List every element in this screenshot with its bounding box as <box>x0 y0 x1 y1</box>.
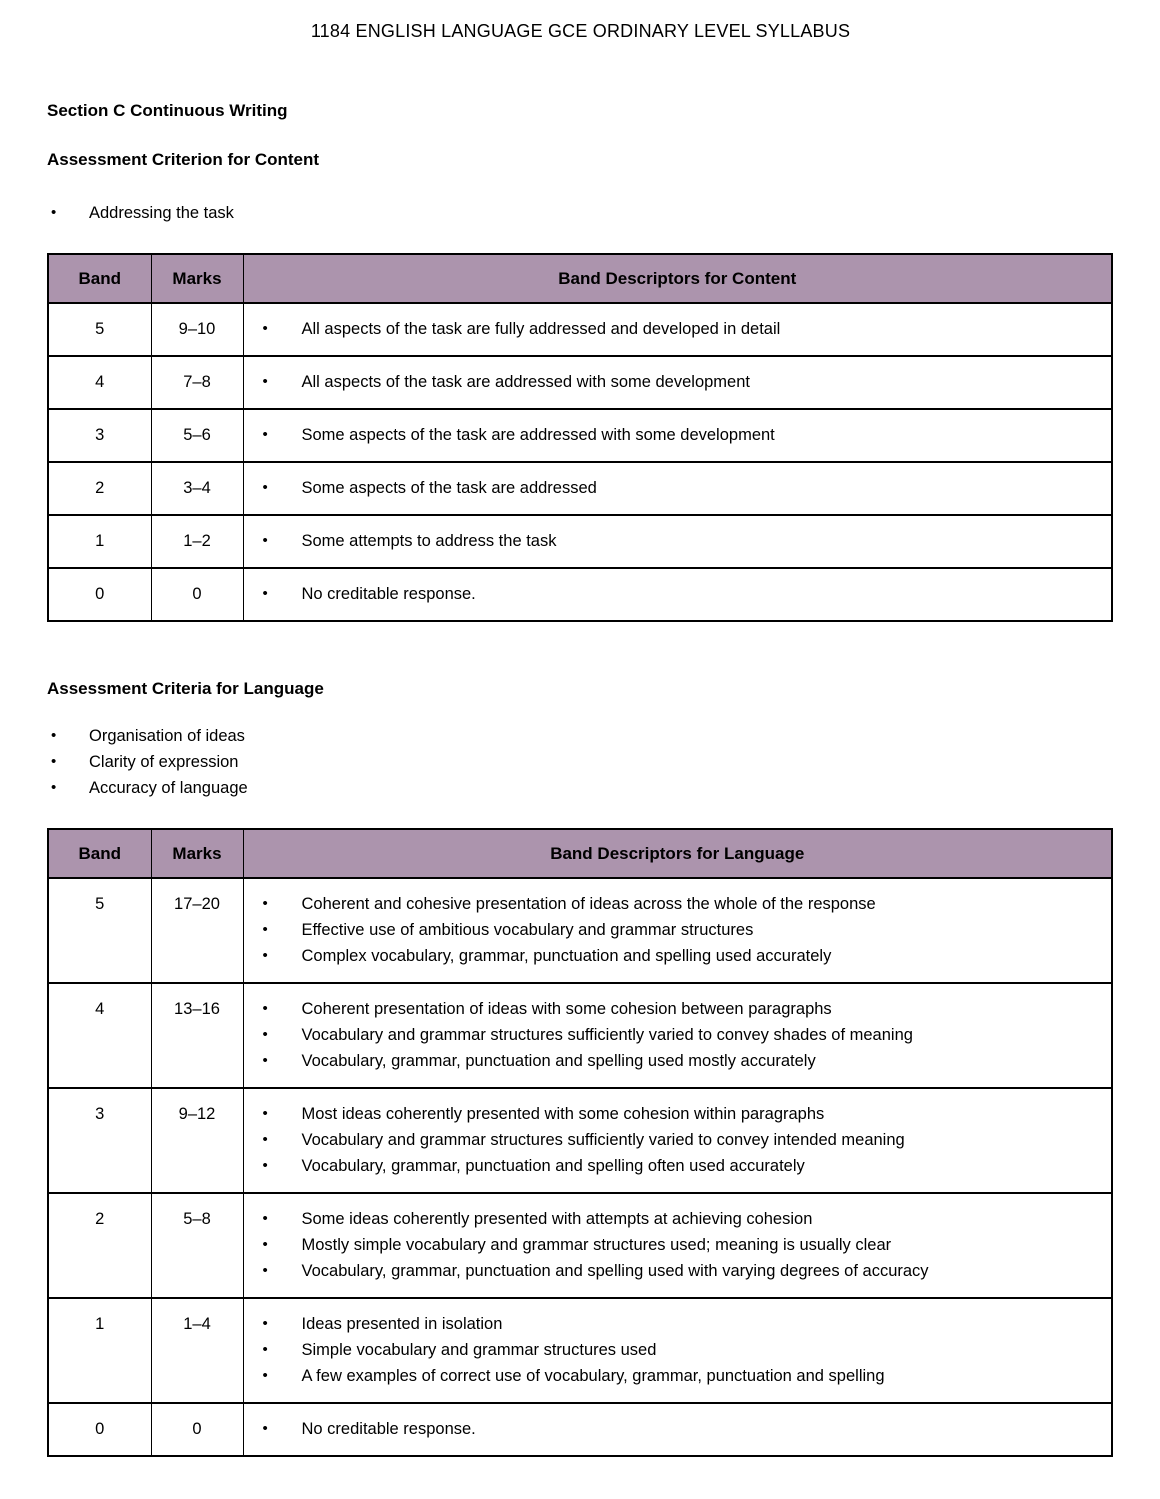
content-criterion-heading: Assessment Criterion for Content <box>47 150 320 169</box>
bullet-icon: • <box>262 373 268 390</box>
descriptor-text: Most ideas coherently presented with some cohesion within paragraphs <box>301 1105 825 1123</box>
descriptor-item <box>260 1363 1102 1389</box>
bullet-icon: • <box>262 1262 268 1279</box>
descriptor-text: Some aspects of the task are addressed <box>301 479 597 497</box>
descriptor-item <box>260 1127 1102 1153</box>
bullet-icon: • <box>51 753 57 770</box>
descriptors-cell <box>243 1403 1112 1456</box>
descriptor-text: Coherent and cohesive presentation of ideas across the whole of the response <box>301 895 876 913</box>
band-row <box>48 1298 1112 1403</box>
band-row <box>48 409 1112 462</box>
descriptors-column-header: Band Descriptors for Language <box>243 829 1112 878</box>
descriptor-item <box>260 1048 1102 1074</box>
bullet-icon: • <box>262 1367 268 1384</box>
descriptor-item <box>260 917 1102 943</box>
descriptor-text: Effective use of ambitious vocabulary and grammar structures <box>301 921 754 939</box>
descriptors-cell <box>243 409 1112 462</box>
descriptors-cell <box>243 878 1112 983</box>
marks-value: 3–4 <box>151 462 243 515</box>
bullet-icon: • <box>262 1315 268 1332</box>
descriptor-item <box>260 1311 1102 1337</box>
descriptors-cell <box>243 1298 1112 1403</box>
descriptor-text: All aspects of the task are fully addressed and developed in detail <box>301 320 781 338</box>
band-row <box>48 356 1112 409</box>
language-band-table <box>47 828 1113 1457</box>
marks-value: 13–16 <box>151 983 243 1088</box>
band-value: 0 <box>48 568 151 621</box>
descriptor-text: Vocabulary and grammar structures sufficiently varied to convey intended meaning <box>301 1131 905 1149</box>
list-item <box>47 775 1114 801</box>
list-item-text: Accuracy of language <box>89 779 248 797</box>
bullet-icon: • <box>51 779 57 796</box>
descriptors-cell <box>243 568 1112 621</box>
descriptor-text: No creditable response. <box>301 1420 476 1438</box>
band-value: 2 <box>48 1193 151 1298</box>
descriptor-text: All aspects of the task are addressed with some development <box>301 373 750 391</box>
bullet-icon: • <box>51 204 57 221</box>
descriptors-cell <box>243 356 1112 409</box>
descriptors-cell <box>243 1193 1112 1298</box>
descriptor-text: Vocabulary, grammar, punctuation and spelling often used accurately <box>301 1157 805 1175</box>
marks-value: 1–2 <box>151 515 243 568</box>
descriptor-item <box>260 1337 1102 1363</box>
list-item-text: Clarity of expression <box>89 753 239 771</box>
bullet-icon: • <box>262 921 268 938</box>
marks-value: 5–8 <box>151 1193 243 1298</box>
descriptor-item <box>260 1206 1102 1232</box>
band-value: 1 <box>48 1298 151 1403</box>
descriptor-text: Complex vocabulary, grammar, punctuation and spelling used accurately <box>301 947 832 965</box>
bullet-icon: • <box>51 727 57 744</box>
bullet-icon: • <box>262 479 268 496</box>
table-header-row <box>48 254 1112 303</box>
descriptors-cell <box>243 1088 1112 1193</box>
band-value: 3 <box>48 1088 151 1193</box>
band-row <box>48 1088 1112 1193</box>
descriptor-item <box>260 1101 1102 1127</box>
band-row <box>48 462 1112 515</box>
band-row <box>48 303 1112 356</box>
descriptor-item <box>260 422 1102 448</box>
descriptor-text: Some attempts to address the task <box>301 532 557 550</box>
descriptor-text: A few examples of correct use of vocabulary, grammar, punctuation and spelling <box>301 1367 885 1385</box>
band-row <box>48 1193 1112 1298</box>
marks-value: 17–20 <box>151 878 243 983</box>
descriptor-text: Mostly simple vocabulary and grammar structures used; meaning is usually clear <box>301 1236 892 1254</box>
band-row <box>48 515 1112 568</box>
band-value: 5 <box>48 303 151 356</box>
marks-column-header: Marks <box>151 254 243 303</box>
band-column-header: Band <box>48 254 151 303</box>
bullet-icon: • <box>262 1236 268 1253</box>
band-value: 0 <box>48 1403 151 1456</box>
marks-column-header: Marks <box>151 829 243 878</box>
band-row <box>48 878 1112 983</box>
descriptor-item <box>260 581 1102 607</box>
descriptor-text: Vocabulary, grammar, punctuation and spelling used mostly accurately <box>301 1052 816 1070</box>
descriptor-text: No creditable response. <box>301 585 476 603</box>
descriptor-text: Coherent presentation of ideas with some cohesion between paragraphs <box>301 1000 832 1018</box>
marks-value: 9–10 <box>151 303 243 356</box>
descriptor-item <box>260 369 1102 395</box>
band-column-header: Band <box>48 829 151 878</box>
descriptor-text: Vocabulary and grammar structures sufficiently varied to convey shades of meaning <box>301 1026 913 1044</box>
descriptor-item <box>260 891 1102 917</box>
descriptor-item <box>260 316 1102 342</box>
bullet-icon: • <box>262 1000 268 1017</box>
list-item <box>47 723 1114 749</box>
marks-value: 0 <box>151 1403 243 1456</box>
descriptor-item <box>260 528 1102 554</box>
descriptor-text: Some ideas coherently presented with attempts at achieving cohesion <box>301 1210 813 1228</box>
descriptors-cell <box>243 515 1112 568</box>
descriptor-item <box>260 1416 1102 1442</box>
band-row <box>48 983 1112 1088</box>
descriptor-item <box>260 943 1102 969</box>
descriptor-text: Ideas presented in isolation <box>301 1315 503 1333</box>
content-criterion-list <box>47 200 1114 226</box>
descriptor-text: Vocabulary, grammar, punctuation and spelling used with varying degrees of accuracy <box>301 1262 929 1280</box>
marks-value: 1–4 <box>151 1298 243 1403</box>
list-item-text: Addressing the task <box>89 204 234 222</box>
bullet-icon: • <box>262 1105 268 1122</box>
band-value: 2 <box>48 462 151 515</box>
band-row <box>48 1403 1112 1456</box>
descriptors-cell <box>243 462 1112 515</box>
bullet-icon: • <box>262 532 268 549</box>
marks-value: 0 <box>151 568 243 621</box>
content-band-table <box>47 253 1113 622</box>
band-row <box>48 568 1112 621</box>
bullet-icon: • <box>262 1131 268 1148</box>
list-item <box>47 749 1114 775</box>
bullet-icon: • <box>262 1210 268 1227</box>
band-value: 1 <box>48 515 151 568</box>
bullet-icon: • <box>262 1052 268 1069</box>
bullet-icon: • <box>262 585 268 602</box>
bullet-icon: • <box>262 1341 268 1358</box>
descriptor-item <box>260 1153 1102 1179</box>
bullet-icon: • <box>262 1157 268 1174</box>
table-header-row <box>48 829 1112 878</box>
band-value: 4 <box>48 983 151 1088</box>
descriptors-column-header: Band Descriptors for Content <box>243 254 1112 303</box>
bullet-icon: • <box>262 1026 268 1043</box>
marks-value: 5–6 <box>151 409 243 462</box>
list-item-text: Organisation of ideas <box>89 727 245 745</box>
marks-value: 9–12 <box>151 1088 243 1193</box>
descriptors-cell <box>243 983 1112 1088</box>
descriptor-text: Some aspects of the task are addressed with some development <box>301 426 775 444</box>
band-value: 5 <box>48 878 151 983</box>
band-value: 3 <box>48 409 151 462</box>
document-title: 1184 ENGLISH LANGUAGE GCE ORDINARY LEVEL SYLLABUS <box>310 21 851 41</box>
descriptor-item <box>260 996 1102 1022</box>
section-heading: Section C Continuous Writing <box>47 101 288 120</box>
marks-value: 7–8 <box>151 356 243 409</box>
bullet-icon: • <box>262 895 268 912</box>
descriptor-text: Simple vocabulary and grammar structures used <box>301 1341 657 1359</box>
list-item <box>47 200 1114 226</box>
bullet-icon: • <box>262 947 268 964</box>
language-criteria-list <box>47 723 1114 801</box>
bullet-icon: • <box>262 1420 268 1437</box>
bullet-icon: • <box>262 320 268 337</box>
descriptor-item <box>260 1232 1102 1258</box>
descriptor-item <box>260 475 1102 501</box>
language-criteria-heading: Assessment Criteria for Language <box>47 679 324 698</box>
descriptor-item <box>260 1258 1102 1284</box>
descriptors-cell <box>243 303 1112 356</box>
descriptor-item <box>260 1022 1102 1048</box>
bullet-icon: • <box>262 426 268 443</box>
band-value: 4 <box>48 356 151 409</box>
